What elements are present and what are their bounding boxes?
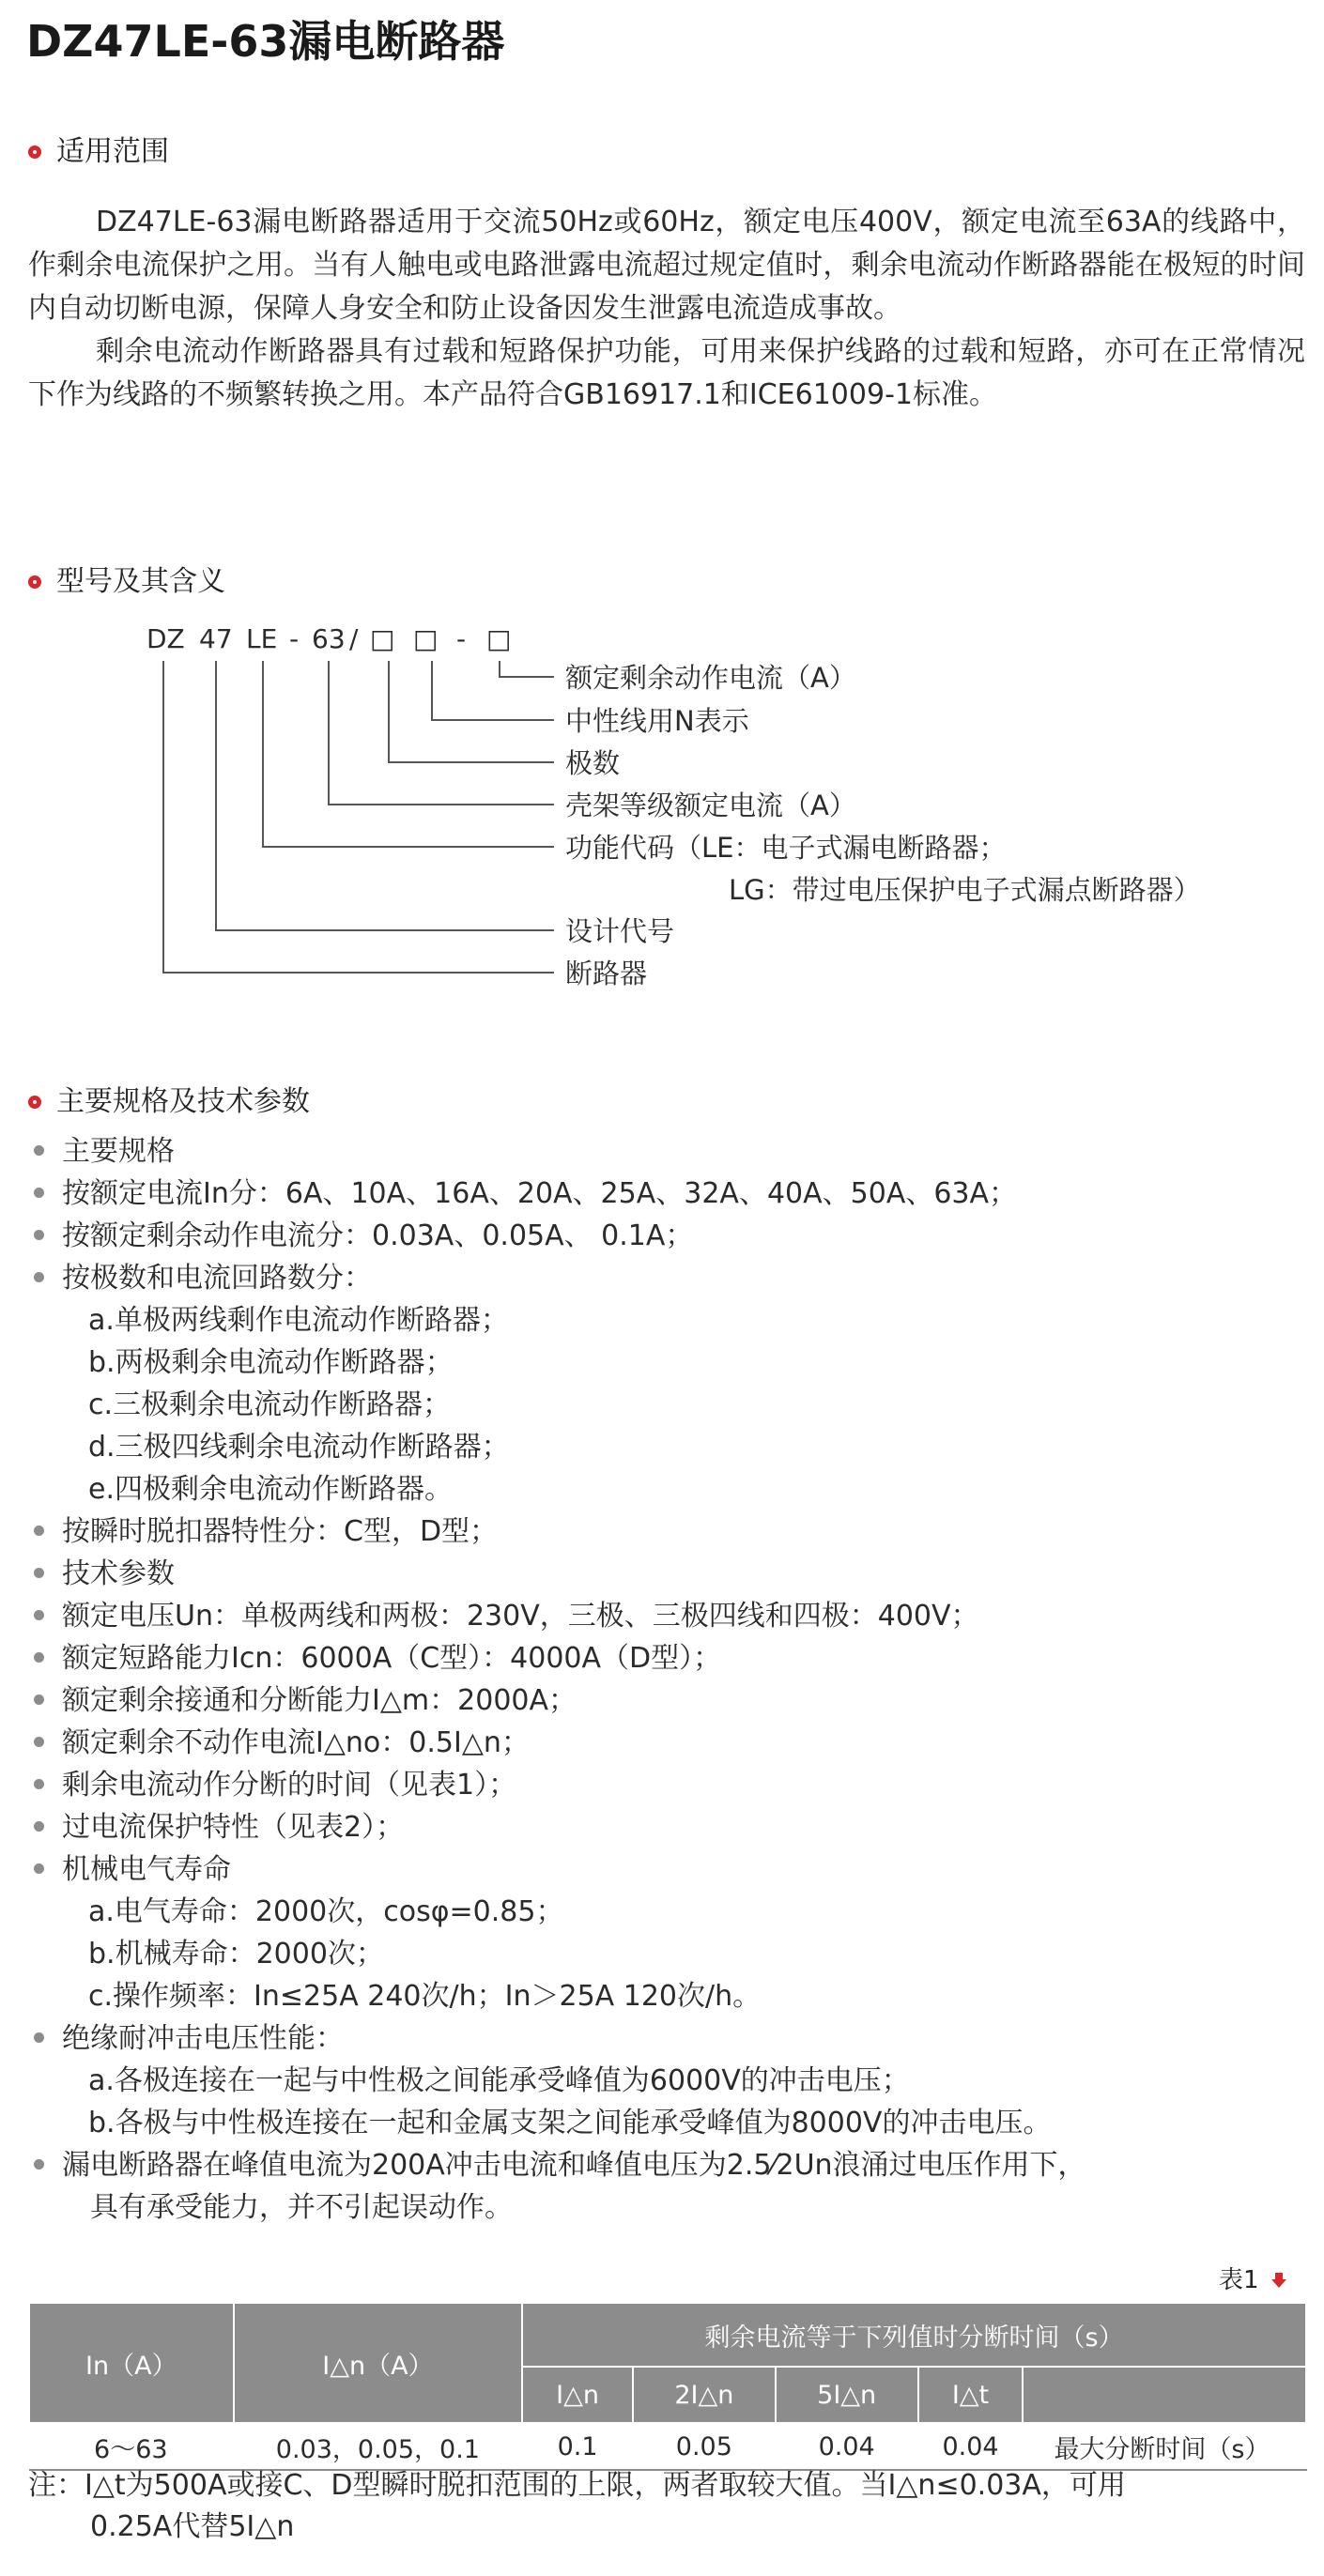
model-code-dash: -	[289, 623, 300, 654]
model-code-47: 47	[199, 623, 233, 654]
spec-item-text: 主要规格	[62, 1135, 175, 1168]
model-code-63: 63	[312, 623, 346, 654]
note-line-1: 注：I△t为500A或接C、D型瞬时脱扣范围的上限，两者取较大值。当I△n≤0.03A，可用	[28, 2469, 1126, 2502]
tripping-time-table	[28, 2302, 1307, 2471]
bullet-dot-icon	[34, 1610, 44, 1620]
subheader-idt: I△t	[918, 2367, 1024, 2423]
section-heading-text: 适用范围	[56, 135, 169, 168]
spec-item	[62, 2144, 1086, 2186]
header-in: In（A）	[29, 2303, 234, 2423]
spec-item-text: c.三极剩余电流动作断路器；	[88, 1388, 452, 1421]
spec-item-text: 具有承受能力，并不引起误动作。	[90, 2191, 513, 2224]
spec-item	[62, 2060, 1086, 2102]
model-code-box-residual: □	[486, 623, 512, 654]
bullet-dot-icon	[34, 1230, 44, 1240]
section-bullet-icon	[28, 1096, 41, 1109]
spec-item	[62, 1426, 1086, 1468]
spec-item-text: 机械电气寿命	[62, 1853, 231, 1886]
bullet-dot-icon	[34, 1821, 44, 1832]
spec-item-text: a.电气寿命：2000次，cosφ=0.85；	[88, 1895, 564, 1928]
spec-item	[62, 1722, 1086, 1764]
section-heading-text: 主要规格及技术参数	[56, 1085, 310, 1118]
model-code-le: LE	[246, 623, 278, 654]
spec-item	[62, 1468, 1086, 1510]
header-group: 剩余电流等于下列值时分断时间（s）	[522, 2303, 1306, 2367]
spec-item	[62, 1637, 1086, 1679]
spec-item-text: 额定剩余不动作电流I△no：0.5I△n；	[62, 1726, 530, 1759]
bullet-dot-icon	[34, 1145, 44, 1156]
spec-item-text: b.两极剩余电流动作断路器；	[88, 1346, 454, 1379]
cell-tt: 0.04	[918, 2423, 1024, 2470]
spec-item	[62, 1384, 1086, 1426]
meaning-design-code: 设计代号	[565, 915, 675, 947]
subheader-idn: I△n	[522, 2367, 633, 2423]
model-code-dash2: -	[456, 623, 467, 654]
meaning-breaker: 断路器	[565, 958, 648, 989]
spec-item-text: 技术参数	[62, 1557, 175, 1590]
spec-item	[62, 1342, 1086, 1384]
scope-paragraph-1: DZ47LE-63漏电断路器适用于交流50Hz或60Hz，额定电压400V，额定电流至63A的线路中，作剩余电流保护之用。当有人触电或电路泄露电流超过规定值时，剩余电流动作断路器能在极短的时间内自动切断电源，保障人身安全和防止设备因发生泄露电流造成事故。	[28, 206, 1305, 325]
section-heading-text: 型号及其含义	[56, 565, 225, 598]
spec-item-text: 额定短路能力Icn：6000A（C型）：4000A（D型）；	[62, 1642, 722, 1675]
cell-in: 6～63	[29, 2423, 234, 2470]
arrow-down-icon	[1270, 2271, 1287, 2290]
cell-t5: 0.04	[776, 2423, 918, 2470]
spec-item-text: d.三极四线剩余电流动作断路器；	[88, 1431, 510, 1464]
subheader-5idn: 5I△n	[776, 2367, 918, 2423]
spec-item	[62, 1595, 1086, 1637]
table-caption	[1219, 2261, 1287, 2295]
spec-item-text: b.机械寿命：2000次；	[88, 1938, 384, 1970]
table-caption-text: 表1	[1219, 2266, 1259, 2294]
spec-item	[62, 1173, 1086, 1215]
bullet-dot-icon	[34, 2032, 44, 2043]
bullet-dot-icon	[34, 2159, 44, 2170]
meaning-poles: 极数	[565, 747, 621, 779]
bullet-dot-icon	[34, 1652, 44, 1663]
spec-item-text: 过电流保护特性（见表2）；	[62, 1811, 405, 1844]
table-row	[29, 2423, 1306, 2470]
model-code-box-poles: □	[370, 623, 395, 654]
section-heading-spec	[28, 1078, 310, 1119]
spec-item	[62, 1299, 1086, 1342]
spec-list	[62, 1130, 1086, 2229]
bullet-dot-icon	[34, 1188, 44, 1198]
spec-item-text: c.操作频率：In≤25A 240次/h；In＞25A 120次/h。	[88, 1980, 762, 2013]
bullet-dot-icon	[34, 1694, 44, 1705]
spec-item-text: 额定剩余接通和分断能力I△m：2000A；	[62, 1684, 577, 1717]
cell-desc: 最大分断时间（s）	[1023, 2423, 1306, 2470]
spec-item-text: 按额定电流In分：6A、10A、16A、20A、25A、32A、40A、50A、63A；	[62, 1177, 1018, 1210]
meaning-residual-current: 额定剩余动作电流（A）	[565, 662, 856, 694]
spec-item	[62, 1764, 1086, 1806]
spec-item	[62, 2102, 1086, 2144]
bullet-dot-icon	[34, 1863, 44, 1874]
subheader-2idn: 2I△n	[633, 2367, 776, 2423]
spec-item-text: 剩余电流动作分断的时间（见表1）；	[62, 1769, 517, 1802]
spec-item-text: 额定电压Un：单极两线和两极：230V，三极、三极四线和四极：400V；	[62, 1600, 979, 1633]
bullet-dot-icon	[34, 1526, 44, 1536]
bullet-dot-icon	[34, 1272, 44, 1282]
spec-item	[62, 1215, 1086, 1257]
spec-item	[62, 1553, 1086, 1595]
spec-item	[62, 1679, 1086, 1722]
spec-item	[62, 2186, 1086, 2229]
cell-t2: 0.05	[633, 2423, 776, 2470]
bullet-dot-icon	[34, 1568, 44, 1578]
spec-item	[62, 2017, 1086, 2060]
spec-item	[62, 1975, 1086, 2017]
cell-t1: 0.1	[522, 2423, 633, 2470]
bullet-dot-icon	[34, 1737, 44, 1747]
spec-item	[62, 1806, 1086, 1848]
spec-item	[62, 1130, 1086, 1173]
spec-item-text: b.各极与中性极连接在一起和金属支架之间能承受峰值为8000V的冲击电压。	[88, 2107, 1052, 2139]
meaning-frame-current: 壳架等级额定电流（A）	[565, 790, 856, 821]
meaning-neutral: 中性线用N表示	[565, 705, 749, 737]
model-connector-lines	[0, 0, 582, 995]
spec-item-text: 按额定剩余动作电流分：0.03A、0.05A、 0.1A；	[62, 1219, 694, 1252]
spec-item-text: 按极数和电流回路数分：	[62, 1262, 372, 1295]
spec-item	[62, 1257, 1086, 1299]
header-idn: I△n（A）	[234, 2303, 522, 2423]
spec-item	[62, 1891, 1086, 1933]
meaning-function-code: 功能代码（LE：电子式漏电断路器；	[565, 832, 1007, 864]
spec-item-text: e.四极剩余电流动作断路器。	[88, 1473, 453, 1506]
subheader-empty	[1023, 2367, 1306, 2423]
spec-item	[62, 1933, 1086, 1975]
spec-item-text: 绝缘耐冲击电压性能：	[62, 2022, 344, 2055]
model-code-dz: DZ	[146, 623, 185, 654]
spec-item-text: a.单极两线剩作电流动作断路器；	[88, 1304, 509, 1337]
spec-item-text: a.各极连接在一起与中性极之间能承受峰值为6000V的冲击电压；	[88, 2064, 910, 2097]
cell-idn: 0.03，0.05，0.1	[234, 2423, 522, 2470]
bullet-dot-icon	[34, 1779, 44, 1789]
meaning-function-code-lg: LG：带过电压保护电子式漏点断路器）	[729, 874, 1201, 906]
spec-item	[62, 1848, 1086, 1891]
model-code-slash: /	[349, 623, 359, 654]
spec-item-text: 漏电断路器在峰值电流为200A冲击电流和峰值电压为2.5⁄2Un浪涌过电压作用下，	[62, 2149, 1086, 2182]
spec-item	[62, 1510, 1086, 1553]
page-title: DZ47LE-63漏电断路器	[26, 16, 505, 67]
scope-paragraph-2: 剩余电流动作断路器具有过载和短路保护功能，可用来保护线路的过载和短路，亦可在正常情况下作为线路的不频繁转换之用。本产品符合GB16917.1和ICE61009-1标准。	[28, 335, 1305, 411]
table-note	[28, 2465, 1305, 2548]
spec-item-text: 按瞬时脱扣器特性分：C型，D型；	[62, 1515, 499, 1548]
note-line-2: 0.25A代替5I△n	[90, 2510, 295, 2543]
model-code-box-neutral: □	[413, 623, 439, 654]
